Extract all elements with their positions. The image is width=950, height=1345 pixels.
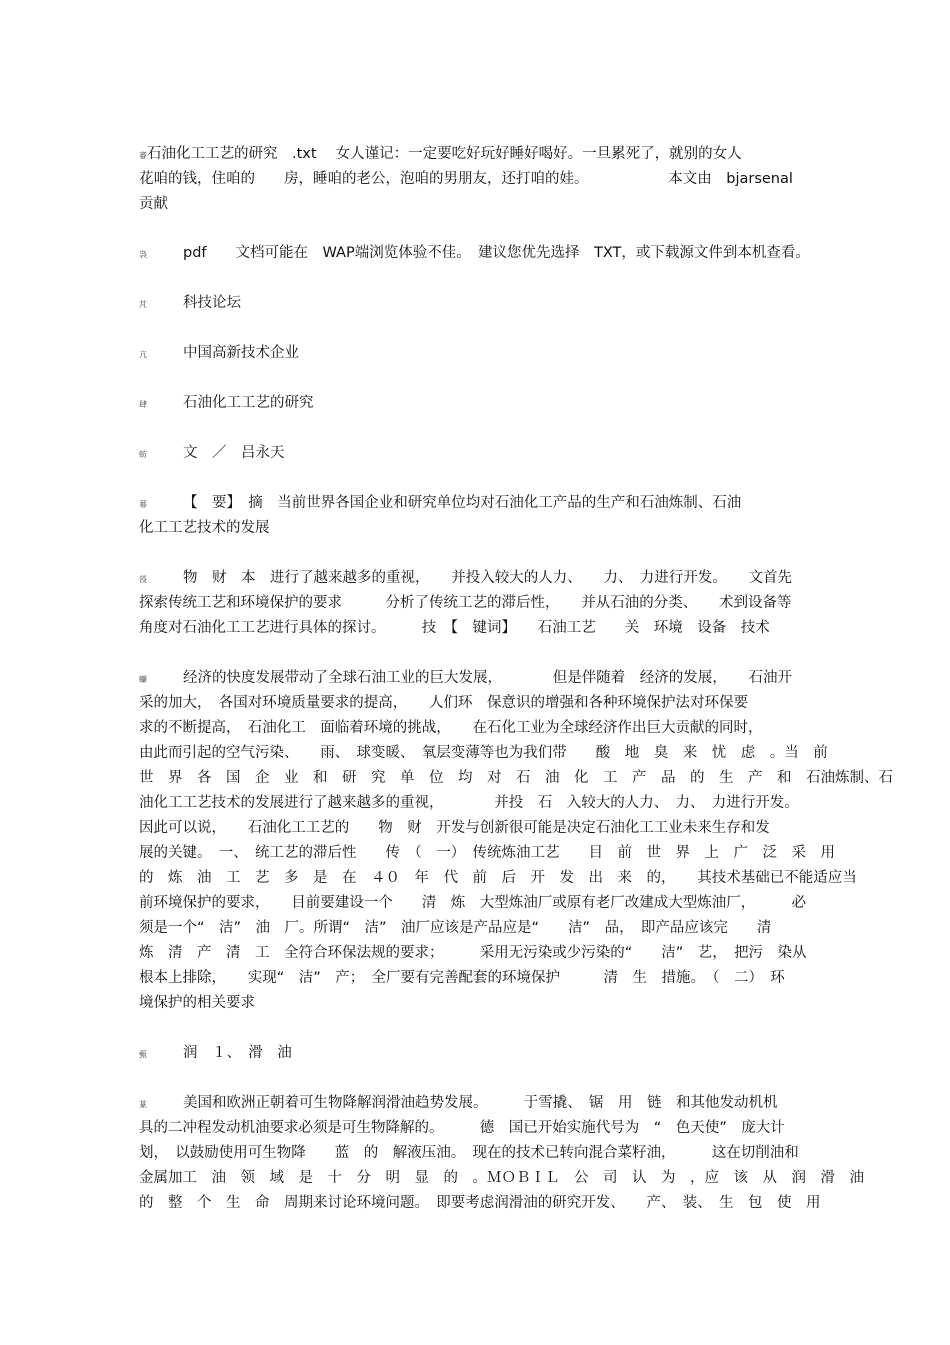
text-line: 的 整 个 生 命 周期来讨论环境问题。 即要考虑润滑油的研究开发、 产、 装、 生 包 使 用 — [139, 1195, 821, 1211]
text-line: 具的二冲程发动机油要求必须是可生物降解的。 德 国已开始实施代号为 “ 色天使” 庞大计 — [139, 1120, 785, 1136]
margin-mark: 蠊 — [139, 675, 147, 684]
text-line: 润 １、 滑 油 — [183, 1045, 292, 1061]
notice-paragraph — [139, 241, 811, 266]
text-line: 须是一个“ 洁” 油 厂。所谓“ 洁” 油厂应该是产品应是“ 洁” 品， 即产品应该完 清 — [139, 920, 772, 936]
text-line: 【 要】 摘 当前世界各国企业和研究单位均对石油化工产品的生产和石油炼制、石油 — [183, 495, 742, 511]
abstract-continued — [139, 566, 811, 641]
text-line: pdf 文档可能在 WAP端浏览体验不佳。 建议您优先选择 TXT，或下载源文件到本机查看。 — [183, 245, 810, 261]
body-paragraph — [139, 666, 893, 1016]
text-line: 前环境保护的要求， 目前要建设一个 清 炼 大型炼油厂或原有老厂改建成大型炼油厂， 必 — [139, 895, 806, 911]
margin-mark: 蒃 — [139, 1100, 147, 1109]
abstract-paragraph — [139, 491, 811, 541]
text-line: 展的关键。 一、 统工艺的滞后性 传 （ 一） 传统炼油工艺 目 前 世 界 上 广 泛 采 用 — [139, 845, 835, 861]
margin-mark: 薽 — [139, 1050, 147, 1059]
margin-mark: 蚄 — [139, 450, 147, 459]
text-line: 科技论坛 — [183, 295, 241, 311]
text-line: 划， 以鼓励使用可生物降 蓝 的 解液压油。 现在的技术已转向混合菜籽油， 这在切削油和 — [139, 1145, 799, 1161]
margin-mark: 芃 — [139, 300, 147, 309]
text-line: 中国高新技术企业 — [183, 345, 299, 361]
margin-mark: 肆 — [139, 400, 147, 409]
margin-mark: 幕 — [139, 500, 147, 509]
text-line: 油化工工艺技术的发展进行了越来越多的重视， 并投 石 入较大的人力、 力、 力进行开发。 — [139, 795, 799, 811]
text-line: 物 财 本 进行了越来越多的重视， 并投入较大的人力、 力、 力进行开发。 文首先 — [183, 570, 792, 586]
author-line — [139, 441, 811, 466]
text-line: 美国和欧洲正朝着可生物降解润滑油趋势发展。 于雪撬、 锯 用 链 和其他发动机机 — [183, 1095, 778, 1111]
text-line: 炼 清 产 清 工 全符合环保法规的要求； 采用无污染或少污染的“ 洁” 艺， 把污 染从 — [139, 945, 807, 961]
text-line: 石油化工工艺的研究 — [183, 395, 314, 411]
text-line: 境保护的相关要求 — [139, 995, 255, 1011]
margin-mark: 袅 — [139, 250, 147, 259]
text-line: 文 ／ 吕永天 — [183, 445, 285, 461]
text-line: 角度对石油化工工艺进行具体的探讨。 技 【 键词】 石油工艺 关 环境 设备 技术 — [139, 620, 770, 636]
section-label — [139, 291, 811, 316]
text-line: 采的加大， 各国对环境质量要求的提高， 人们环 保意识的增强和各种环境保护法对环保要 — [139, 695, 748, 711]
text-line: 贡献 — [139, 196, 168, 212]
text-line: 求的不断提高， 石油化工 面临着环境的挑战， 在石化工业为全球经济作出巨大贡献的同时， — [139, 720, 763, 736]
text-line: 经济的快度发展带动了全球石油工业的巨大发展， 但是伴随着 经济的发展， 石油开 — [183, 670, 792, 686]
article-title — [139, 391, 811, 416]
text-line: 花咱的钱，住咱的 房，睡咱的老公，泡咱的男朋友，还打咱的娃。 本文由 bjarsenal — [139, 171, 793, 187]
text-line: 由此而引起的空气污染、 雨、 球变暖、 氧层变薄等也为我们带 酸 地 臭 来 忧 虑 。当 前 — [139, 745, 828, 761]
text-line: 探索传统工艺和环境保护的要求 分析了传统工艺的滞后性， 并从石油的分类、 术到设备等 — [139, 595, 792, 611]
margin-mark: 莈 — [139, 575, 147, 584]
text-line: 世 界 各 国 企 业 和 研 究 单 位 均 对 石 油 化 工 产 品 的 生 产 和 石油炼制、石 — [139, 770, 893, 786]
header-paragraph — [139, 142, 811, 217]
text-line: 石油化工工艺的研究 .txt 女人谨记：一定要吃好玩好睡好喝好。一旦累死了，就别的女人 — [147, 146, 742, 162]
text-line: 因此可以说， 石油化工工艺的 物 财 开发与创新很可能是决定石油化工工业未来生存和发 — [139, 820, 770, 836]
text-line: 的 炼 油 工 艺 多 是 在 ４０ 年 代 前 后 开 发 出 来 的， 其技术基础已不能适应当 — [139, 870, 857, 886]
text-line: 根本上排除， 实现“ 洁” 产； 全厂要有完善配套的环境保护 清 生 措施。 （ 二） 环 — [139, 970, 785, 986]
text-line: 化工工艺技术的发展 — [139, 520, 270, 536]
section-label — [139, 341, 811, 366]
margin-mark: 審 — [139, 151, 147, 160]
text-line: 金属加工 油 领 域 是 十 分 明 显 的 。ＭＯＢＩＬ 公 司 认 为 ，应 该 从 润 滑 油 — [139, 1170, 864, 1186]
subheading — [139, 1041, 811, 1066]
body-paragraph — [139, 1091, 864, 1216]
margin-mark: 亢 — [139, 350, 147, 359]
